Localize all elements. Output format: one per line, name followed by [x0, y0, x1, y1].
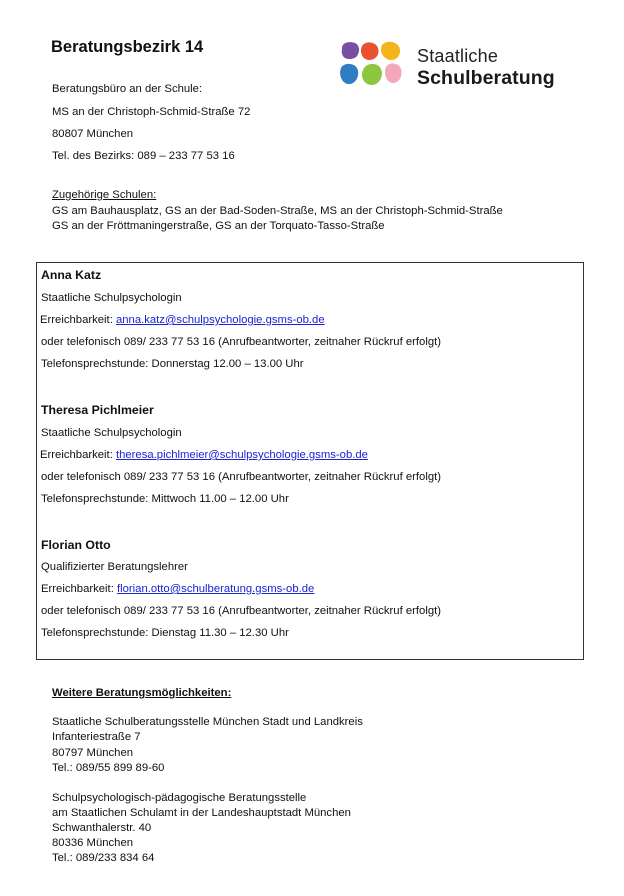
logo-shape-pink: [385, 63, 402, 83]
email-link[interactable]: florian.otto@schulberatung.gsms-ob.de: [116, 583, 315, 595]
logo-shape-yellow: [381, 42, 400, 60]
contact-hours: Telefonsprechstunde: Mittwoch 11.00 – 12.00 Uhr: [41, 493, 289, 505]
contacts-box: [36, 262, 584, 660]
contact-phone: oder telefonisch 089/ 233 77 53 16 (Anrufbeantworter, zeitnaher Rückruf erfolgt): [41, 471, 442, 483]
further-block2-line: am Staatlichen Schulamt in der Landeshauptstadt München: [52, 807, 351, 819]
contact-phone: oder telefonisch 089/ 233 77 53 16 (Anrufbeantworter, zeitnaher Rückruf erfolgt): [41, 336, 442, 348]
contact-role: Staatliche Schulpsychologin: [41, 427, 182, 439]
further-block2-line: Tel.: 089/233 834 64: [52, 852, 155, 864]
email-link[interactable]: anna.katz@schulpsychologie.gsms-ob.de: [115, 314, 325, 326]
contact-role: Qualifizierter Beratungslehrer: [41, 561, 188, 573]
further-block1-line: Infanteriestraße 7: [52, 731, 141, 743]
contact-hours: Telefonsprechstunde: Donnerstag 12.00 – 13.00 Uhr: [41, 358, 304, 370]
further-block2-line: 80336 München: [52, 837, 134, 849]
reach-label: Erreichbarkeit:: [40, 449, 116, 461]
contact-reach: [40, 314, 325, 326]
office-phone: Tel. des Bezirks: 089 – 233 77 53 16: [52, 150, 235, 162]
contact-name: Anna Katz: [41, 268, 102, 282]
logo-shape-purple: [342, 42, 359, 59]
logo-shape-green: [362, 64, 382, 85]
further-block2-line: Schwanthalerstr. 40: [52, 822, 152, 834]
schools-line-2: GS an der Fröttmaningerstraße, GS an der Torquato-Tasso-Straße: [52, 220, 385, 232]
schools-line-1: GS am Bauhausplatz, GS an der Bad-Soden-Straße, MS an der Christoph-Schmid-Straße: [52, 205, 503, 217]
contact-role: Staatliche Schulpsychologin: [41, 292, 182, 304]
further-block1-line: Tel.: 089/55 899 89-60: [52, 762, 165, 774]
page-title: Beratungsbezirk 14: [51, 38, 204, 56]
further-block1-line: 80797 München: [52, 747, 134, 759]
reach-label: Erreichbarkeit:: [41, 583, 117, 595]
further-heading: Weitere Beratungsmöglichkeiten:: [52, 687, 232, 699]
schools-heading: Zugehörige Schulen:: [52, 189, 157, 201]
logo-text-line2: Schulberatung: [417, 67, 555, 89]
office-label: Beratungsbüro an der Schule:: [52, 83, 203, 95]
logo-text-line1: Staatliche: [417, 46, 499, 66]
office-address-street: MS an der Christoph-Schmid-Straße 72: [52, 106, 251, 118]
contact-reach: [41, 583, 314, 595]
logo: [338, 40, 578, 96]
logo-shape-blue: [340, 64, 358, 84]
contact-hours: Telefonsprechstunde: Dienstag 11.30 – 12.30 Uhr: [41, 627, 289, 639]
contact-name: Theresa Pichlmeier: [41, 403, 154, 417]
further-block1-line: Staatliche Schulberatungsstelle München Stadt und Landkreis: [52, 716, 363, 728]
logo-shape-orange: [361, 42, 379, 60]
logo-mark-icon: [338, 40, 416, 96]
contact-phone: oder telefonisch 089/ 233 77 53 16 (Anrufbeantworter, zeitnaher Rückruf erfolgt): [41, 605, 442, 617]
contact-name: Florian Otto: [41, 538, 111, 552]
further-block2-line: Schulpsychologisch-pädagogische Beratungsstelle: [52, 792, 307, 804]
reach-label: Erreichbarkeit:: [40, 314, 116, 326]
office-address-city: 80807 München: [52, 128, 134, 140]
contact-reach: [40, 449, 368, 461]
email-link[interactable]: theresa.pichlmeier@schulpsychologie.gsms-ob.de: [115, 449, 368, 461]
